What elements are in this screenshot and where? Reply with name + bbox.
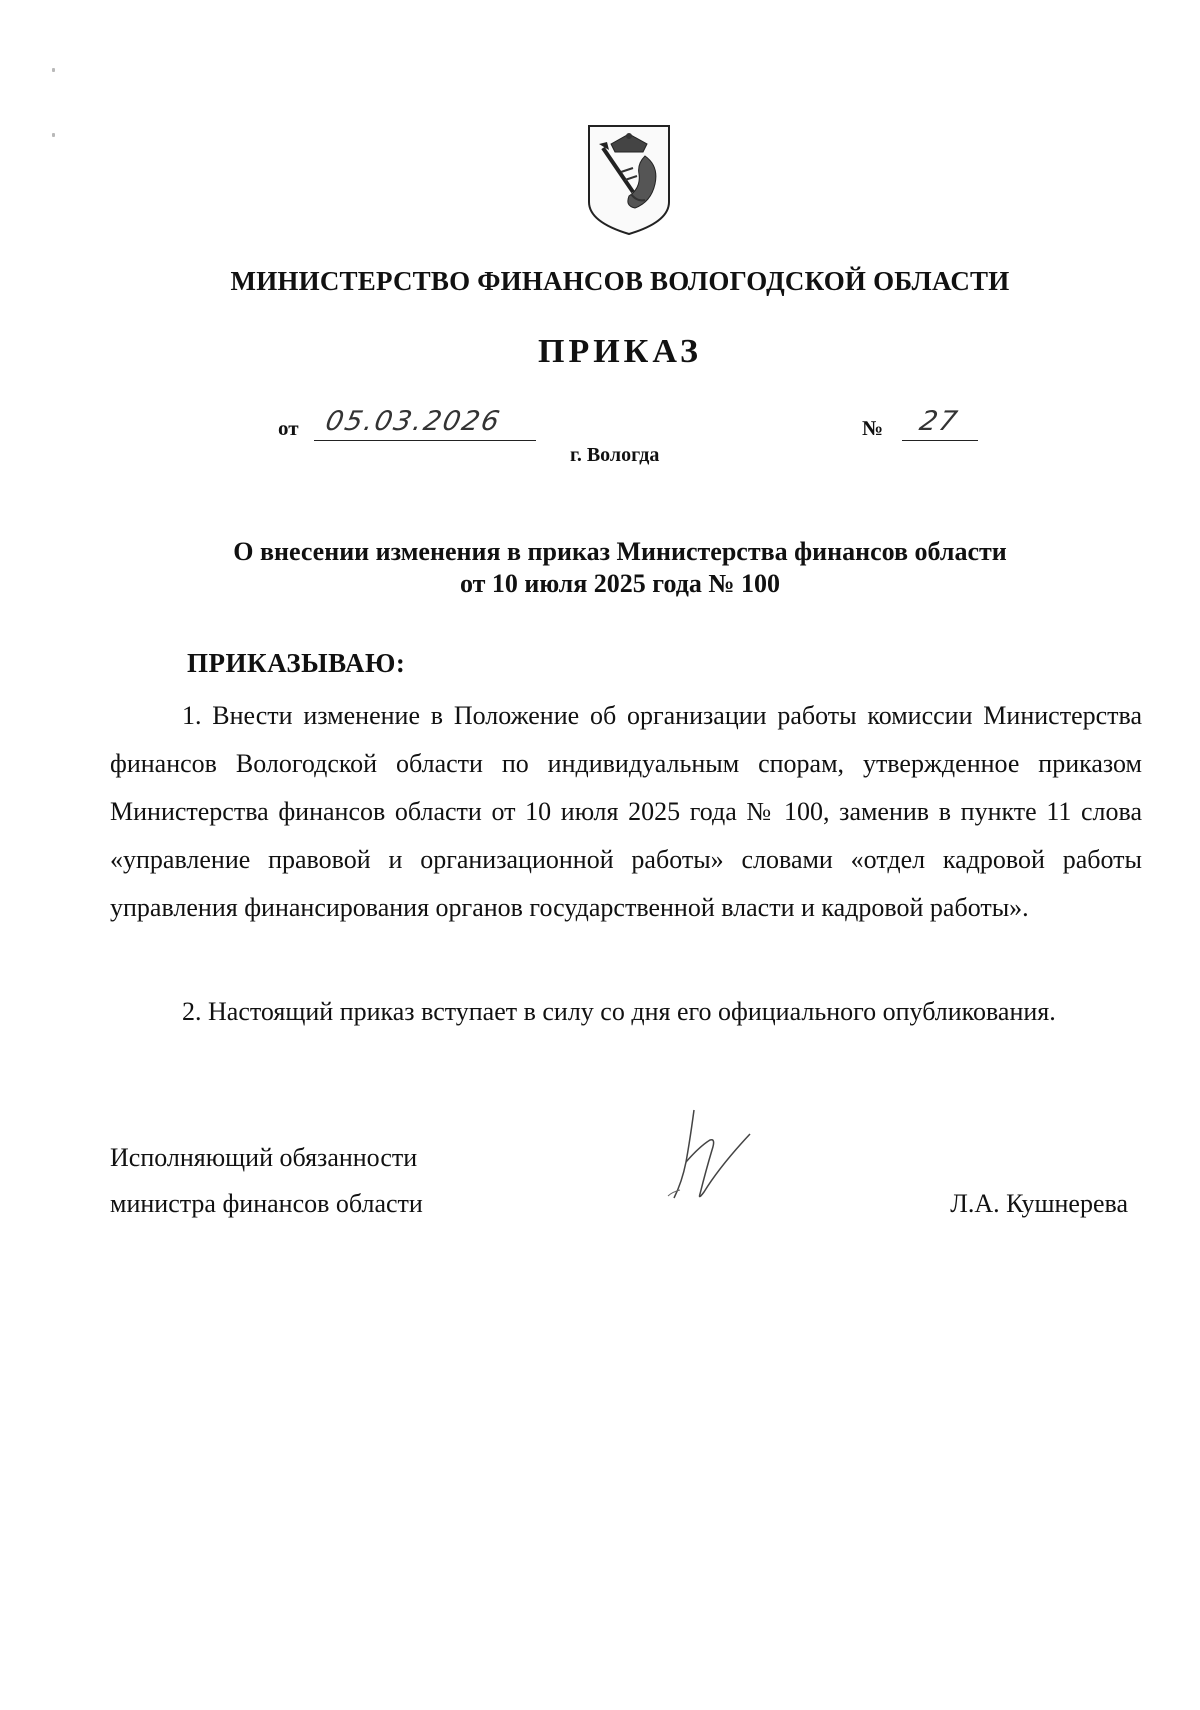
signatory-position xyxy=(110,1135,423,1227)
position-line-1: Исполняющий обязанности xyxy=(110,1143,418,1172)
date-handwritten: 05.03.2026 xyxy=(322,406,504,437)
city: г. Вологда xyxy=(570,444,660,466)
ministry-name: МИНИСТЕРСТВО ФИНАНСОВ ВОЛОГОДСКОЙ ОБЛАСТИ xyxy=(230,266,1010,296)
date-underline xyxy=(314,440,536,441)
subject-line-1: О внесении изменения в приказ Министерства финансов области xyxy=(233,537,1007,566)
order-paragraph-1: 1. Внести изменение в Положение об организации работы комиссии Министерства финансов Вологодской области по индивидуальным спорам, утвержденное приказом Министерства финансов области от 10 июля 2025 года № 100, заменив в пункте 11 слова «управление правовой и организационной работы» словами «отдел кадровой работы управления финансирования органов государственной власти и кадровой работы». xyxy=(110,701,1142,922)
number-prefix: № xyxy=(862,416,884,440)
scan-speck xyxy=(52,133,55,137)
number-handwritten: 27 xyxy=(916,406,962,437)
handwritten-signature xyxy=(660,1100,760,1210)
position-line-2: министра финансов области xyxy=(110,1189,423,1218)
number-underline xyxy=(902,440,978,441)
signatory-name: Л.А. Кушнерева xyxy=(950,1189,1128,1218)
subject-line-2: от 10 июля 2025 года № 100 xyxy=(460,569,780,598)
scan-speck xyxy=(52,68,55,72)
orders-heading: ПРИКАЗЫВАЮ: xyxy=(187,648,406,678)
order-paragraph-2: 2. Настоящий приказ вступает в силу со дня его официального опубликования. xyxy=(182,997,1056,1026)
date-prefix: от xyxy=(278,416,299,440)
coat-of-arms-emblem xyxy=(585,122,673,237)
document-subject xyxy=(120,536,1120,600)
document-type: ПРИКАЗ xyxy=(538,333,702,370)
